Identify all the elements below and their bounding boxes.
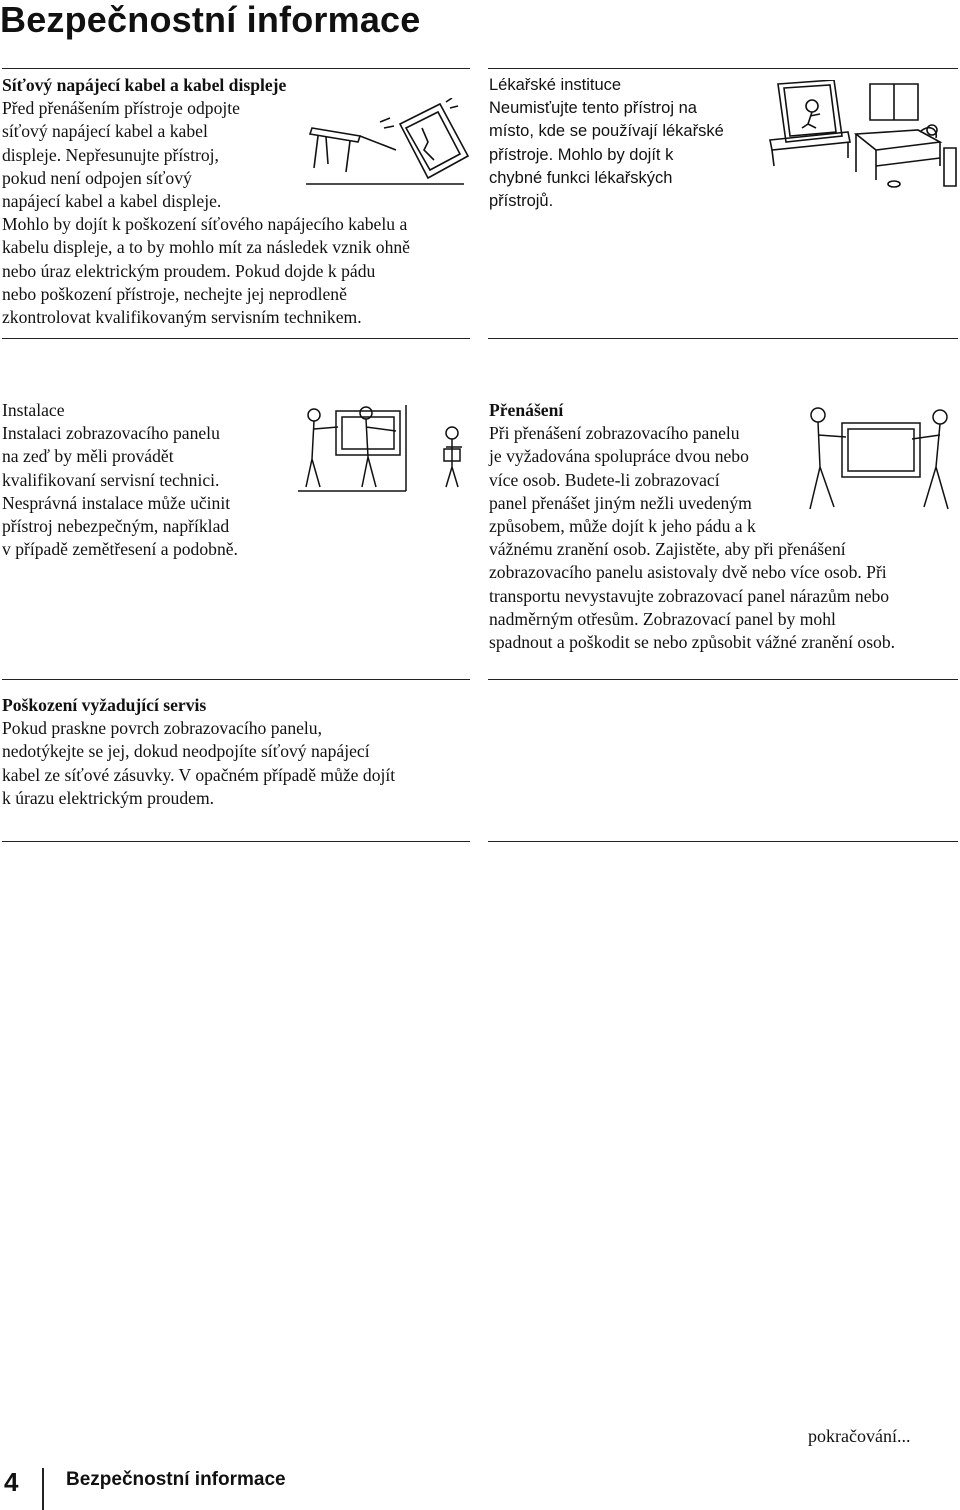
section-carrying xyxy=(489,399,959,654)
paragraph-line: místo, kde se používají lékařské xyxy=(489,122,724,141)
paragraph-line: Mohlo by dojít k poškození síťového napájecího kabelu a xyxy=(2,214,408,235)
paragraph-line: nedotýkejte se jej, dokud neodpojíte síťový napájecí xyxy=(2,741,370,762)
paragraph-line: Instalaci zobrazovacího panelu xyxy=(2,423,220,444)
paragraph-line: síťový napájecí kabel a kabel xyxy=(2,121,208,142)
divider xyxy=(2,679,470,680)
paragraph-line: panel přenášet jiným nežli uvedeným xyxy=(489,492,752,513)
divider xyxy=(488,68,958,69)
divider xyxy=(488,679,958,680)
divider xyxy=(2,68,470,69)
paragraph-line: Před přenášením přístroje odpojte xyxy=(2,98,240,119)
paragraph-line: zkontrolovat kvalifikovaným servisním technikem. xyxy=(2,307,362,328)
paragraph-line: na zeď by měli provádět xyxy=(2,446,174,467)
paragraph-line: spadnout a poškodit se nebo způsobit vážné zranění osob. xyxy=(489,632,896,653)
section-heading: Lékařské instituce xyxy=(489,76,622,94)
paragraph-line: transportu nevystavujte zobrazovací panel nárazům nebo xyxy=(489,585,890,606)
footer-section-title: Bezpečnostní informace xyxy=(66,1469,286,1490)
divider xyxy=(2,338,470,339)
paragraph-line: Při přenášení zobrazovacího panelu xyxy=(489,423,740,444)
paragraph-line: nadměrným otřesům. Zobrazovací panel by mohl xyxy=(489,608,836,629)
continued-label: pokračování... xyxy=(808,1426,911,1446)
paragraph-line: přístroje. Mohlo by dojít k xyxy=(489,145,674,164)
paragraph-line: Pokud praskne povrch zobrazovacího panelu, xyxy=(2,718,323,739)
paragraph-line: v případě zemětřesení a podobně. xyxy=(2,539,238,560)
section-heading: Poškození vyžadující servis xyxy=(2,695,207,715)
paragraph-line: je vyžadována spolupráce dvou nebo xyxy=(489,446,749,467)
section-damage xyxy=(2,694,472,810)
paragraph-line: pokud není odpojen síťový xyxy=(2,167,192,188)
paragraph-line: přístrojů. xyxy=(489,192,554,211)
paragraph-line: Neumisťujte tento přístroj na xyxy=(489,99,697,118)
paragraph-line: kabelu displeje, a to by mohlo mít za následek vznik ohně xyxy=(2,237,410,258)
paragraph-line: nebo poškození přístroje, nechejte jej neprodleně xyxy=(2,283,347,304)
section-installation xyxy=(2,399,302,561)
paragraph-line: kvalifikovaní servisní technici. xyxy=(2,469,220,490)
paragraph-line: displeje. Nepřesunujte přístroj, xyxy=(2,144,219,165)
section-medical xyxy=(489,74,769,213)
section-heading: Síťový napájecí kabel a kabel displeje xyxy=(2,75,287,95)
paragraph-line: Nesprávná instalace může učinit xyxy=(2,492,231,513)
paragraph-line: chybné funkci lékařských xyxy=(489,168,673,187)
falling-display-illustration xyxy=(300,98,470,194)
hospital-room-illustration xyxy=(768,80,958,190)
paragraph-line: zobrazovacího panelu asistovaly dvě nebo více osob. Při xyxy=(489,562,887,583)
paragraph-line: vážnému zranění osob. Zajistěte, aby při přenášení xyxy=(489,539,846,560)
footer-divider xyxy=(42,1468,44,1510)
section-heading: Přenášení xyxy=(489,400,564,420)
paragraph-line: způsobem, může dojít k jeho pádu a k xyxy=(489,516,756,537)
section-heading: Instalace xyxy=(2,400,65,420)
paragraph-line: kabel ze síťové zásuvky. V opačném případě může dojít xyxy=(2,764,396,785)
paragraph-line: přístroj nebezpečným, například xyxy=(2,516,230,537)
paragraph-line: k úrazu elektrickým proudem. xyxy=(2,787,215,808)
paragraph-line: více osob. Budete-li zobrazovací xyxy=(489,469,720,490)
paragraph-line: nebo úraz elektrickým proudem. Pokud dojde k pádu xyxy=(2,260,376,281)
page-number: 4 xyxy=(4,1467,19,1497)
divider xyxy=(2,841,470,842)
page-title: Bezpečnostní informace xyxy=(0,0,421,40)
divider xyxy=(488,841,958,842)
wall-installation-illustration xyxy=(296,403,474,493)
divider xyxy=(488,338,958,339)
paragraph-line: napájecí kabel a kabel displeje. xyxy=(2,191,222,212)
